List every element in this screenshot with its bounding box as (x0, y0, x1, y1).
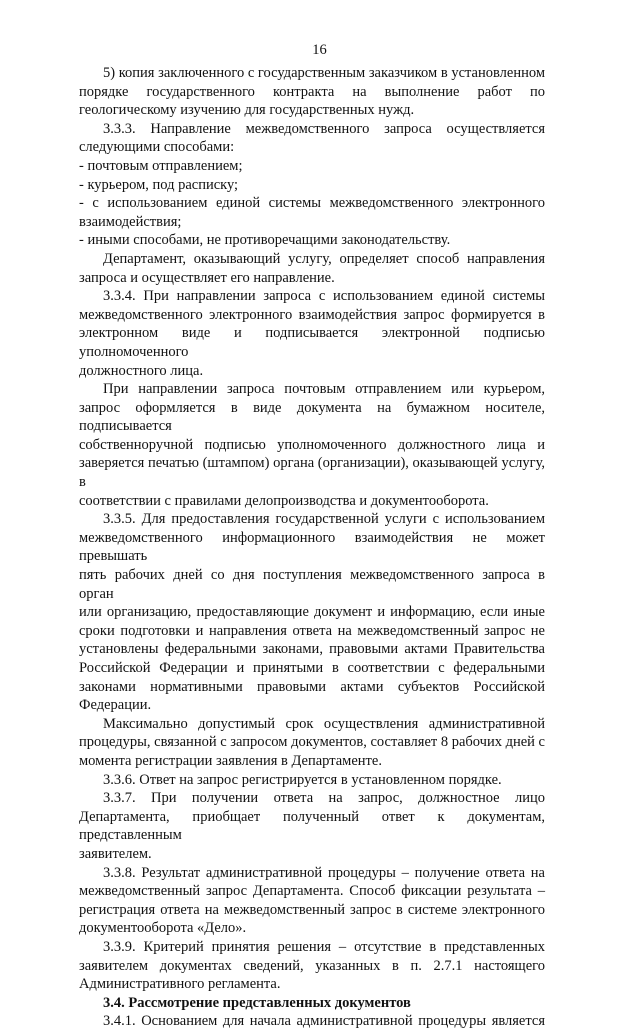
text-line: 3.3.9. Критерий принятия решения – отсутствие в представленных (103, 938, 545, 955)
text-line: Федерации. (79, 697, 152, 714)
text-line: заявителем документах сведений, указанных в п. 2.7.1 настоящего (79, 957, 545, 974)
text-line: следующими способами: (79, 139, 235, 156)
text-line: запроса и осуществляет его направление. (79, 269, 335, 286)
text-line: регистрация ответа на межведомственный запрос в системе электронного (79, 901, 545, 918)
paragraph (79, 120, 545, 157)
paragraph (79, 789, 545, 863)
text-line: 3.3.4. При направлении запроса с использованием единой системы (103, 288, 545, 305)
text-line: 3.4.1. Основанием для начала административной процедуры является (103, 1013, 545, 1030)
text-line: или организацию, предоставляющие документ и информацию, если иные (79, 604, 545, 621)
text-line: 5) копия заключенного с государственным заказчиком в установленном (103, 65, 545, 81)
text-line: пять рабочих дней со дня поступления межведомственного запроса в орган (79, 567, 545, 602)
text-line: законами нормативными правовыми актами субъектов Российской (79, 678, 545, 695)
text-line: Максимально допустимый срок осуществления административной (103, 715, 545, 732)
paragraph (79, 64, 545, 120)
text-line: процедуры, связанной с запросом документов, составляет 8 рабочих дней с (79, 734, 545, 751)
text-line: должностного лица. (79, 362, 204, 379)
paragraph (79, 715, 545, 771)
text-line: соответствии с правилами делопроизводства и документооборота. (79, 492, 489, 509)
paragraph (79, 194, 545, 231)
text-line: - с использованием единой системы межведомственного электронного (79, 195, 545, 212)
paragraph (79, 176, 545, 195)
text-line: Департамента, приобщает полученный ответ к документам, представленным (79, 808, 545, 844)
page-number: 16 (312, 42, 327, 58)
text-line: Российской Федерации и принятыми в соответствии с федеральными (79, 660, 545, 676)
text-line: установлены федеральными законами, правовыми актами Правительства (79, 641, 545, 658)
text-line: 3.3.8. Результат административной процедуры – получение ответа на (103, 864, 545, 881)
text-line: порядке государственного контракта на выполнение работ по (79, 83, 545, 100)
text-line: 3.3.6. Ответ на запрос регистрируется в установленном порядке. (103, 771, 502, 788)
paragraph (79, 157, 545, 176)
text-line: сроки подготовки и направления ответа на межведомственный запрос не (79, 622, 545, 639)
paragraph (79, 938, 545, 994)
text-line: 3.3.5. Для предоставления государственной услуги с использованием (103, 511, 545, 528)
text-line: момента регистрации заявления в Департаменте. (79, 752, 382, 769)
text-line: межведомственного электронного взаимодействия запрос формируется в (79, 306, 545, 323)
paragraph (79, 287, 545, 380)
text-line: запрос оформляется в виде документа на бумажном носителе, подписывается (79, 399, 545, 435)
text-line: Административного регламента. (79, 976, 281, 993)
paragraph (79, 250, 545, 287)
text-line: - курьером, под расписку; (79, 176, 239, 193)
paragraph (79, 864, 545, 938)
text-line: собственноручной подписью уполномоченного должностного лица и (79, 436, 545, 453)
text-line: 3.3.7. При получении ответа на запрос, должностное лицо (103, 790, 545, 807)
text-line: межведомственного информационного взаимодействия не может превышать (79, 529, 545, 565)
paragraph (79, 510, 545, 715)
text-line: 3.4. Рассмотрение представленных документов (103, 994, 411, 1011)
text-line: 3.3.3. Направление межведомственного запроса осуществляется (103, 120, 545, 137)
text-line: заверяется печатью (штампом) органа (организации), оказывающей услугу, в (79, 455, 545, 491)
paragraph (79, 771, 545, 790)
text-line: При направлении запроса почтовым отправлением или курьером, (103, 381, 545, 398)
text-line: межведомственный запрос Департамента. Способ фиксации результата – (79, 883, 545, 900)
text-line: взаимодействия; (79, 213, 182, 230)
text-line: заявителем. (79, 845, 152, 862)
paragraph (79, 380, 545, 510)
text-line: Департамент, оказывающий услугу, определяет способ направления (103, 250, 545, 267)
text-line: электронном виде и подписывается электронной подписью уполномоченного (79, 325, 545, 360)
text-line: - почтовым отправлением; (79, 157, 243, 174)
section-heading (79, 994, 545, 1013)
text-line: геологическому изучению для государственных нужд. (79, 102, 415, 119)
text-line: - иными способами, не противоречащими законодательству. (79, 232, 451, 249)
document-body (79, 64, 545, 1031)
paragraph (79, 231, 545, 250)
paragraph (79, 1012, 545, 1031)
text-line: документооборота «Дело». (79, 920, 247, 937)
